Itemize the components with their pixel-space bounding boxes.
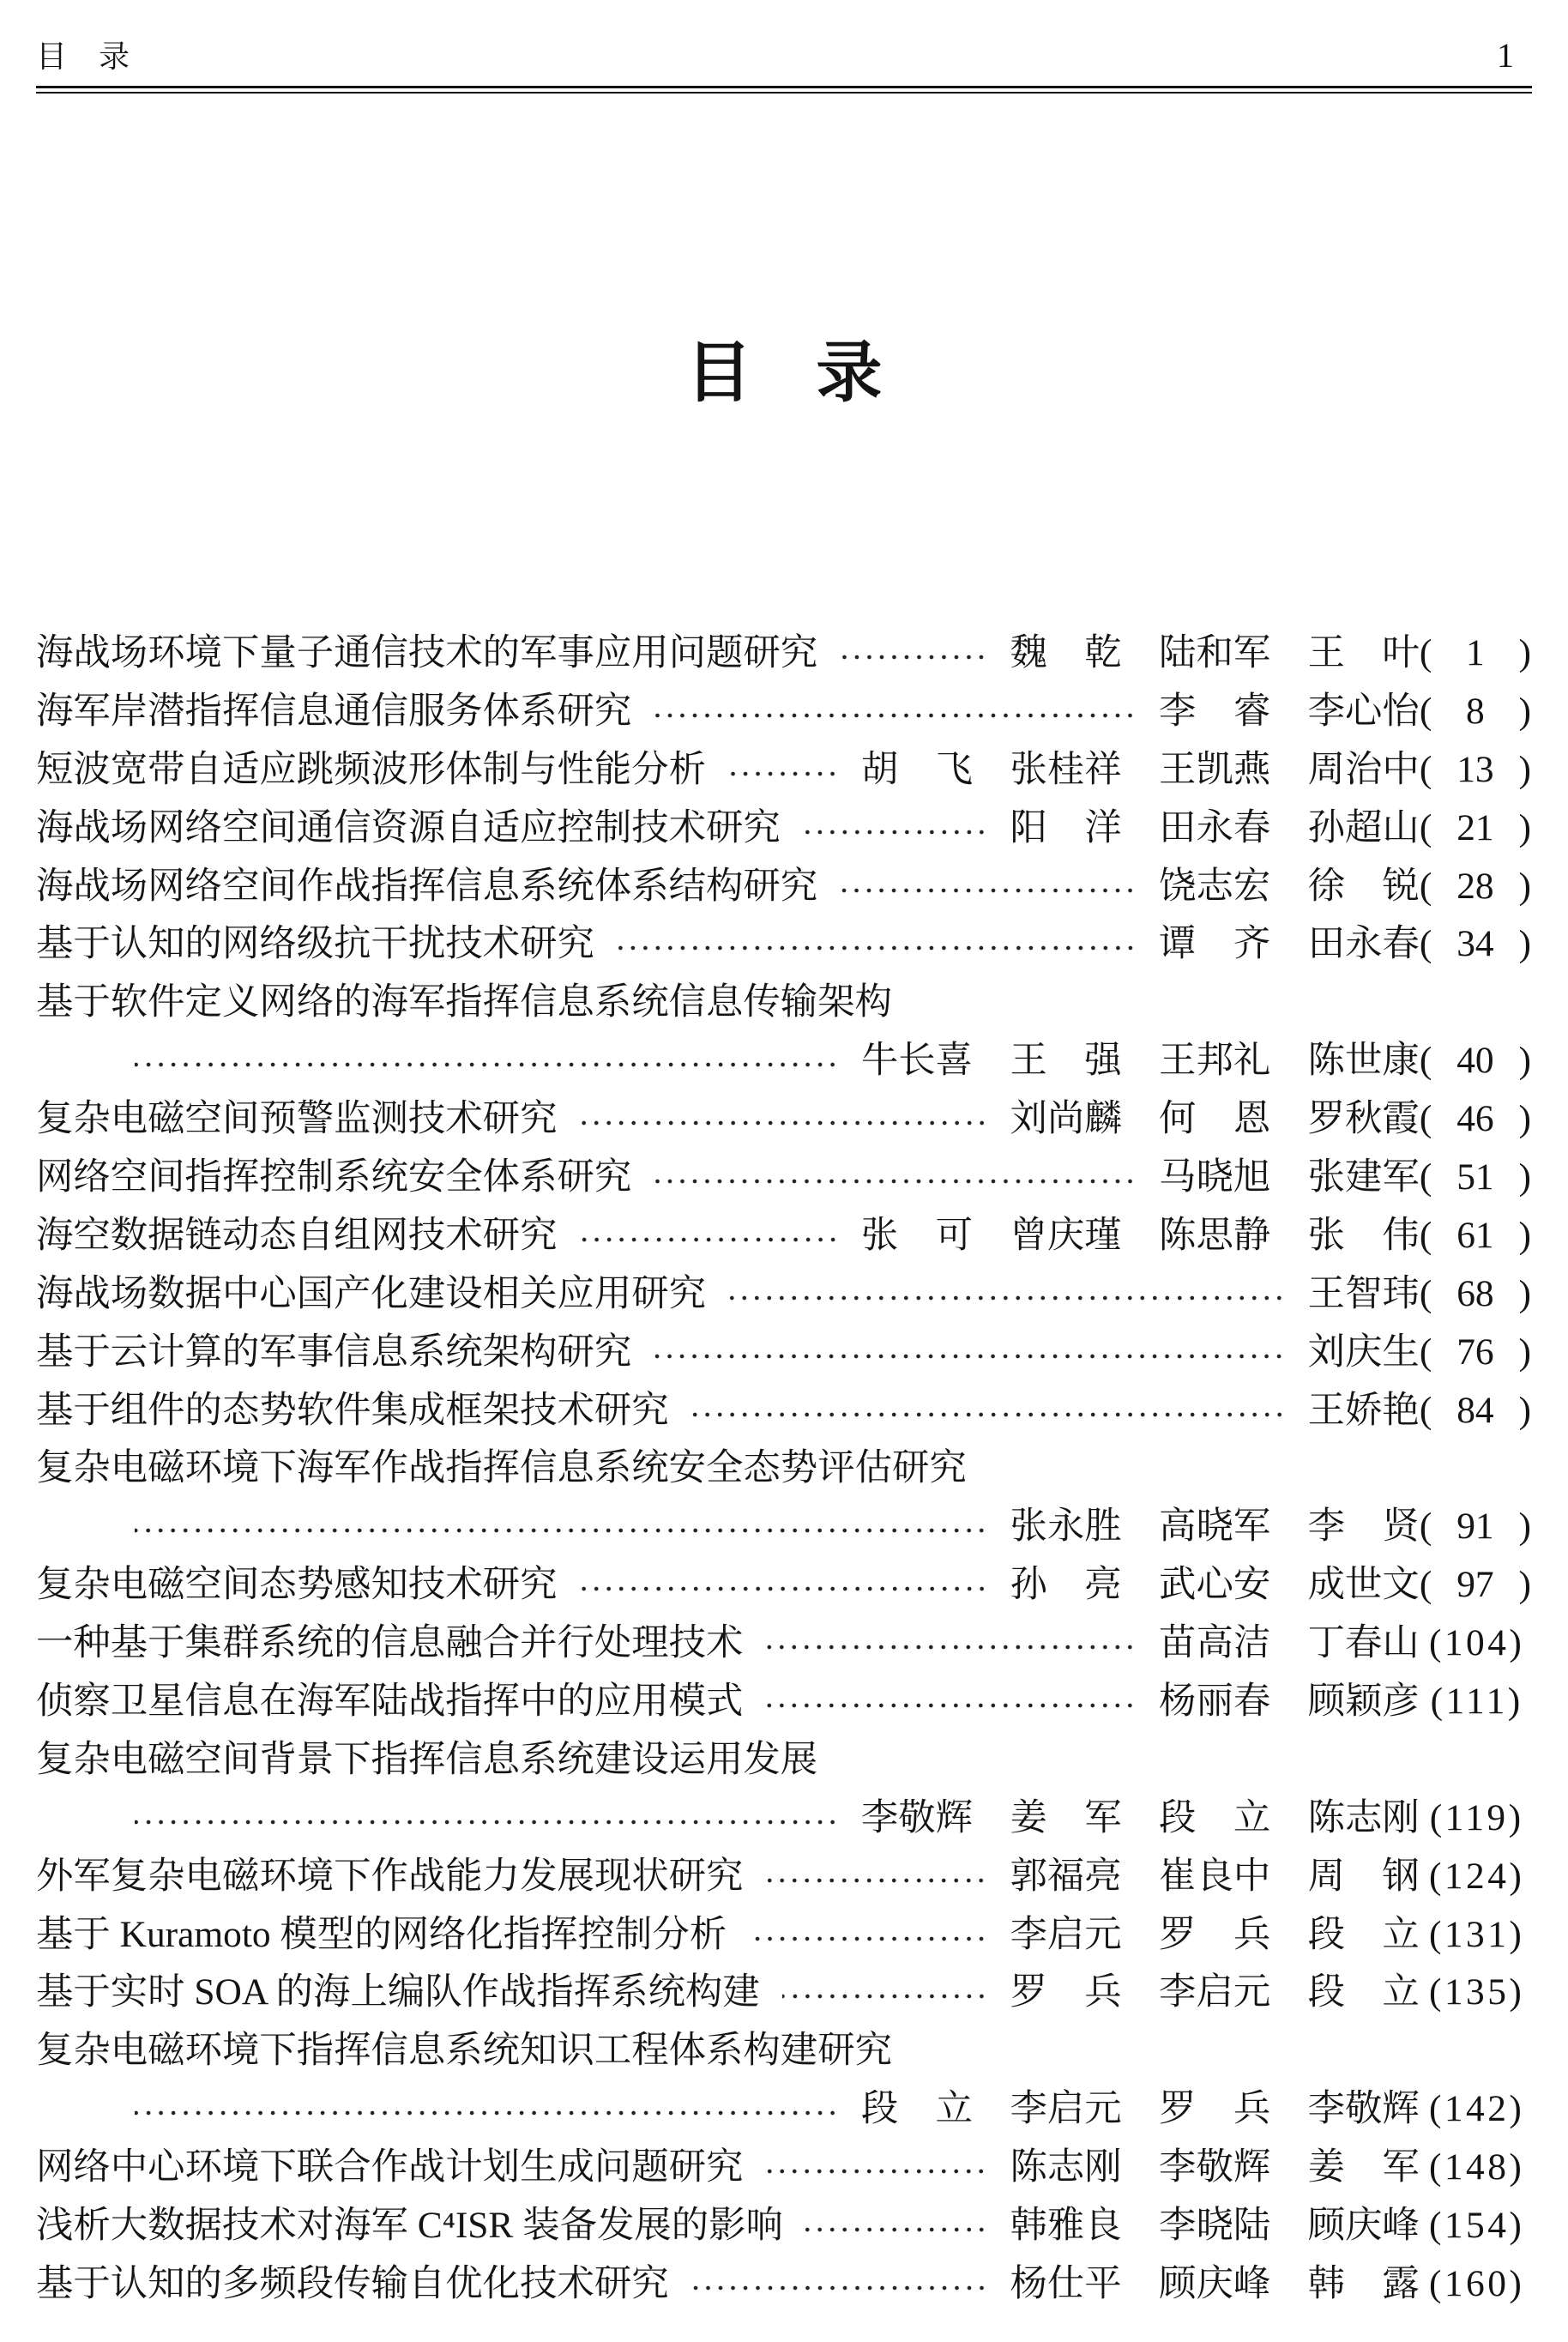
toc-entry xyxy=(36,1207,1531,1265)
toc-entry xyxy=(36,1090,1531,1149)
entry-author: 王娇艳 xyxy=(1307,1389,1420,1431)
entry-author: 陈志刚 xyxy=(1010,2146,1122,2188)
entry-title: 一种基于集群系统的信息融合并行处理技术 xyxy=(36,1622,744,1664)
leader-dots xyxy=(654,1324,1285,1382)
toc-entry xyxy=(36,1848,1531,1906)
entry-author: 李启元 xyxy=(1010,1913,1122,1955)
entry-title: 短波宽带自适应跳频波形体制与性能分析 xyxy=(36,748,707,790)
entry-title: 海战场数据中心国产化建设相关应用研究 xyxy=(36,1272,707,1314)
entry-author: 李敬辉 xyxy=(1159,2146,1271,2188)
entry-page: (160) xyxy=(1428,2262,1525,2304)
entry-author: 陆和军 xyxy=(1159,632,1271,673)
entry-author: 陈志刚 xyxy=(1307,1796,1420,1838)
header-rule-thick xyxy=(36,86,1532,88)
entry-author: 韩雅良 xyxy=(1010,2205,1122,2247)
entry-title: 海战场网络空间通信资源自适应控制技术研究 xyxy=(36,806,781,848)
toc-entry-title-line xyxy=(36,1440,1531,1498)
entry-title: 复杂电磁空间预警监测技术研究 xyxy=(36,1098,558,1140)
entry-author: 周治中 xyxy=(1307,748,1420,790)
entry-author: 王 强 xyxy=(1010,1040,1122,1082)
toc-list xyxy=(36,625,1531,2314)
entry-title: 侦察卫星信息在海军陆战指挥中的应用模式 xyxy=(36,1681,744,1723)
entry-title: 网络中心环境下联合作战计划生成问题研究 xyxy=(36,2146,744,2188)
entry-author: 田永春 xyxy=(1159,806,1271,848)
entry-page: ( 97 ) xyxy=(1419,1564,1531,1606)
entry-page: ( 61 ) xyxy=(1419,1214,1531,1256)
toc-entry-title-line xyxy=(36,2022,1531,2080)
leader-dots xyxy=(765,1615,1137,1673)
entry-title: 复杂电磁环境下海军作战指挥信息系统安全态势评估研究 xyxy=(36,1447,967,1489)
leader-dots xyxy=(840,625,987,683)
entry-author: 张 伟 xyxy=(1307,1214,1420,1256)
entry-page: (119) xyxy=(1429,1796,1524,1838)
entry-page: ( 68 ) xyxy=(1419,1272,1531,1314)
toc-entry-title-line xyxy=(36,1731,1531,1790)
entry-author: 刘尚麟 xyxy=(1010,1098,1122,1140)
entry-author: 王智玮 xyxy=(1307,1272,1420,1314)
leader-dots xyxy=(691,1382,1286,1440)
toc-entry xyxy=(36,1906,1531,1965)
leader-dots xyxy=(805,2197,987,2255)
toc-entry-continuation xyxy=(36,1790,1531,1848)
entry-page: ( 76 ) xyxy=(1419,1331,1531,1373)
leader-dots xyxy=(728,741,839,800)
entry-author: 何 恩 xyxy=(1159,1098,1271,1140)
entry-page: ( 1 ) xyxy=(1419,632,1531,673)
toc-entry xyxy=(36,1149,1531,1207)
entry-author: 张桂祥 xyxy=(1010,748,1122,790)
entry-author: 陈思静 xyxy=(1159,1214,1271,1256)
entry-page: (135) xyxy=(1428,1971,1525,2013)
toc-entry xyxy=(36,2255,1531,2314)
entry-author: 顾庆峰 xyxy=(1159,2262,1271,2304)
toc-entry xyxy=(36,2197,1531,2255)
toc-entry xyxy=(36,1382,1531,1440)
entry-author: 李敬辉 xyxy=(860,1796,974,1838)
entry-title: 基于云计算的军事信息系统架构研究 xyxy=(36,1331,632,1373)
entry-page: ( 51 ) xyxy=(1419,1156,1531,1198)
entry-author: 王 叶 xyxy=(1307,632,1420,673)
entry-title: 海空数据链动态自组网技术研究 xyxy=(36,1214,558,1256)
leader-dots xyxy=(135,1498,987,1556)
toc-entry-continuation xyxy=(36,2080,1531,2139)
entry-author: 崔良中 xyxy=(1159,1855,1271,1897)
entry-author: 孙 亮 xyxy=(1010,1564,1122,1606)
toc-entry xyxy=(36,1673,1531,1731)
entry-author: 苗高洁 xyxy=(1159,1622,1271,1664)
entry-page: ( 8 ) xyxy=(1419,690,1531,732)
entry-author: 顾庆峰 xyxy=(1307,2205,1420,2247)
entry-page: (124) xyxy=(1428,1855,1525,1897)
entry-author: 陈世康 xyxy=(1307,1040,1420,1082)
entry-page: ( 21 ) xyxy=(1419,806,1531,848)
entry-author: 马晓旭 xyxy=(1159,1156,1271,1198)
entry-title: 复杂电磁空间背景下指挥信息系统建设运用发展 xyxy=(36,1738,818,1780)
entry-author: 段 立 xyxy=(1159,1796,1271,1838)
leader-dots xyxy=(782,1964,988,2022)
leader-dots xyxy=(765,1673,1137,1731)
entry-author: 李敬辉 xyxy=(1307,2088,1420,2130)
entry-page: (131) xyxy=(1428,1913,1525,1955)
leader-dots xyxy=(728,1265,1286,1324)
leader-dots xyxy=(840,858,1137,916)
toc-entry xyxy=(36,1324,1531,1382)
entry-author: 周 钢 xyxy=(1307,1855,1420,1897)
entry-page: ( 13 ) xyxy=(1419,748,1531,790)
toc-entry xyxy=(36,915,1531,974)
entry-title: 基于组件的态势软件集成框架技术研究 xyxy=(36,1389,669,1431)
entry-title: 基于软件定义网络的海军指挥信息系统信息传输架构 xyxy=(36,981,892,1023)
toc-entry-continuation xyxy=(36,1498,1531,1556)
entry-author: 徐 锐 xyxy=(1307,865,1420,907)
entry-author: 姜 军 xyxy=(1307,2146,1420,2188)
entry-author: 李启元 xyxy=(1159,1971,1271,2013)
entry-author: 孙超山 xyxy=(1307,806,1420,848)
entry-author: 李心怡 xyxy=(1307,690,1420,732)
entry-author: 段 立 xyxy=(1307,1971,1420,2013)
entry-author: 牛长喜 xyxy=(860,1040,974,1082)
entry-author: 丁春山 xyxy=(1307,1622,1420,1664)
entry-author: 谭 齐 xyxy=(1159,923,1271,965)
entry-title: 基于认知的网络级抗干扰技术研究 xyxy=(36,923,594,965)
leader-dots xyxy=(765,2139,987,2197)
entry-page: ( 40 ) xyxy=(1419,1040,1531,1082)
leader-dots xyxy=(135,1032,839,1090)
entry-author: 韩 露 xyxy=(1307,2262,1420,2304)
entry-author: 罗秋霞 xyxy=(1307,1098,1420,1140)
leader-dots xyxy=(803,800,988,858)
entry-author: 胡 飞 xyxy=(860,748,974,790)
toc-entry xyxy=(36,1964,1531,2022)
entry-title: 浅析大数据技术对海军 C⁴ISR 装备发展的影响 xyxy=(36,2205,783,2247)
toc-entry-title-line xyxy=(36,974,1531,1032)
entry-author: 段 立 xyxy=(860,2088,974,2130)
entry-author: 罗 兵 xyxy=(1159,1913,1271,1955)
toc-entry xyxy=(36,2139,1531,2197)
leader-dots xyxy=(617,915,1137,974)
entry-title: 基于认知的多频段传输自优化技术研究 xyxy=(36,2262,669,2304)
entry-author: 刘庆生 xyxy=(1307,1331,1420,1373)
entry-page: (142) xyxy=(1428,2088,1525,2130)
leader-dots xyxy=(691,2255,988,2314)
entry-author: 饶志宏 xyxy=(1159,865,1271,907)
entry-page: ( 34 ) xyxy=(1419,923,1531,965)
entry-author: 魏 乾 xyxy=(1010,632,1122,673)
entry-page: (111) xyxy=(1430,1681,1523,1723)
leader-dots xyxy=(580,1090,988,1149)
entry-author: 曾庆瑾 xyxy=(1010,1214,1122,1256)
entry-author: 阳 洋 xyxy=(1010,806,1122,848)
header-rule-thin xyxy=(36,92,1532,94)
leader-dots xyxy=(135,1790,839,1848)
entry-author: 王邦礼 xyxy=(1159,1040,1271,1082)
entry-page: (104) xyxy=(1428,1622,1525,1664)
leader-dots xyxy=(135,2080,839,2139)
entry-title: 海战场网络空间作战指挥信息系统体系结构研究 xyxy=(36,865,818,907)
entry-title: 复杂电磁环境下指挥信息系统知识工程体系构建研究 xyxy=(36,2030,892,2072)
entry-author: 张建军 xyxy=(1307,1156,1420,1198)
leader-dots xyxy=(580,1207,839,1265)
entry-author: 姜 军 xyxy=(1010,1796,1122,1838)
entry-author: 杨仕平 xyxy=(1010,2262,1122,2304)
toc-entry xyxy=(36,1615,1531,1673)
entry-author: 成世文 xyxy=(1307,1564,1420,1606)
entry-author: 武心安 xyxy=(1159,1564,1271,1606)
entry-author: 李 贤 xyxy=(1307,1506,1420,1548)
entry-author: 杨丽春 xyxy=(1159,1681,1271,1723)
entry-author: 李启元 xyxy=(1010,2088,1122,2130)
entry-author: 罗 兵 xyxy=(1159,2088,1271,2130)
entry-title: 基于实时 SOA 的海上编队作战指挥系统构建 xyxy=(36,1971,760,2013)
entry-author: 段 立 xyxy=(1307,1913,1420,1955)
entry-author: 郭福亮 xyxy=(1010,1855,1122,1897)
entry-author: 田永春 xyxy=(1307,923,1420,965)
entry-title: 复杂电磁空间态势感知技术研究 xyxy=(36,1564,558,1606)
toc-title: 目 录 xyxy=(685,336,883,410)
entry-page: ( 46 ) xyxy=(1419,1098,1531,1140)
entry-author: 王凯燕 xyxy=(1159,748,1271,790)
leader-dots xyxy=(580,1556,988,1615)
entry-page: (148) xyxy=(1428,2146,1525,2188)
leader-dots xyxy=(749,1906,987,1965)
toc-entry xyxy=(36,625,1531,683)
toc-entry xyxy=(36,741,1531,800)
entry-title: 海军岸潜指挥信息通信服务体系研究 xyxy=(36,690,632,732)
toc-entry xyxy=(36,1556,1531,1615)
toc-entry xyxy=(36,858,1531,916)
toc-entry-continuation xyxy=(36,1032,1531,1090)
entry-author: 李晓陆 xyxy=(1159,2205,1271,2247)
entry-page: ( 91 ) xyxy=(1419,1506,1531,1548)
entry-author: 李 睿 xyxy=(1159,690,1271,732)
entry-page: ( 84 ) xyxy=(1419,1389,1531,1431)
toc-entry xyxy=(36,683,1531,741)
entry-author: 顾颖彦 xyxy=(1307,1681,1420,1723)
entry-author: 高晓军 xyxy=(1159,1506,1271,1548)
entry-page: ( 28 ) xyxy=(1419,865,1531,907)
entry-author: 张 可 xyxy=(860,1214,974,1256)
running-header-page-number: 1 xyxy=(1497,36,1514,75)
entry-author: 罗 兵 xyxy=(1010,1971,1122,2013)
toc-entry xyxy=(36,800,1531,858)
running-header-title: 目 录 xyxy=(36,39,130,74)
entry-author: 张永胜 xyxy=(1010,1506,1122,1548)
entry-title: 海战场环境下量子通信技术的军事应用问题研究 xyxy=(36,632,818,673)
entry-title: 基于 Kuramoto 模型的网络化指挥控制分析 xyxy=(36,1913,727,1955)
leader-dots xyxy=(765,1848,987,1906)
entry-title: 外军复杂电磁环境下作战能力发展现状研究 xyxy=(36,1855,744,1897)
leader-dots xyxy=(654,1149,1137,1207)
toc-entry xyxy=(36,1265,1531,1324)
entry-page: (154) xyxy=(1428,2205,1525,2247)
leader-dots xyxy=(654,683,1137,741)
entry-title: 网络空间指挥控制系统安全体系研究 xyxy=(36,1156,632,1198)
